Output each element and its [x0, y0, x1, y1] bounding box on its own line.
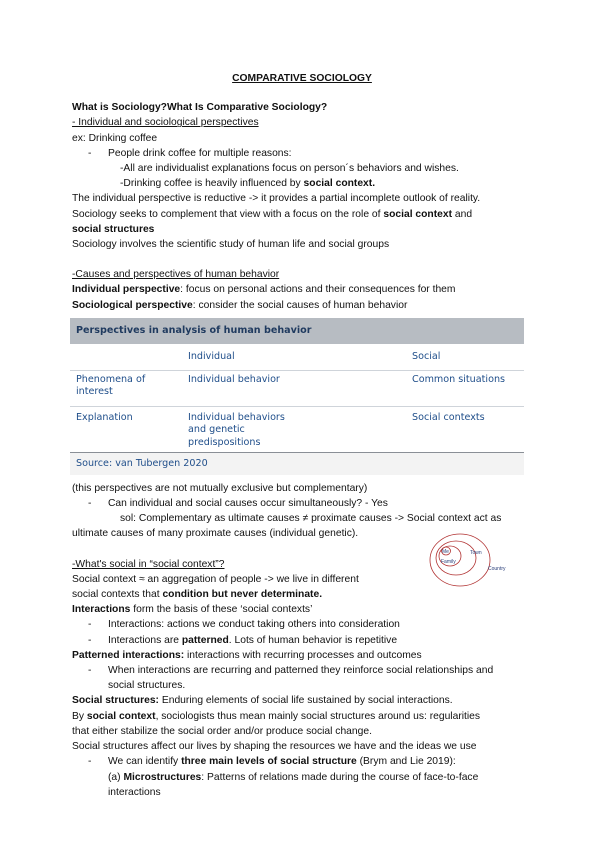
bullet-6: - We can identify three main levels of social structure (Brym and Lie 2019): — [88, 756, 456, 768]
interactions-line: Interactions form the basis of these ‘social contexts’ — [72, 604, 313, 616]
bullet-1: - People drink coffee for multiple reasons: — [88, 147, 292, 159]
paragraph-2: Sociology seeks to complement that view with a focus on the role of social context and — [72, 208, 473, 220]
section-heading: What is Sociology?What Is Comparative Sociology? — [72, 102, 328, 114]
paragraph-2-cont: social structures — [72, 223, 155, 235]
microstructures: (a) Microstructures: Patterns of relations made during the course of face-to-face — [108, 771, 479, 783]
col-social: Social — [412, 350, 441, 362]
paragraph-4: (this perspectives are not mutually exclusive but complementary) — [72, 482, 368, 494]
bullet-4: - Interactions are patterned. Lots of human behavior is repetitive — [88, 634, 398, 646]
document-page — [72, 0, 532, 800]
sociological-perspective: Sociological perspective: consider the social causes of human behavior — [72, 299, 408, 311]
bullet-2: - Can individual and social causes occur simultaneously? - Yes — [88, 498, 388, 510]
paragraph-5: Social structures affect our lives by shaping the resources we have and the ideas we use — [72, 741, 477, 753]
social-context-1: Social context ≈ an aggregation of people -> we live in different — [72, 573, 359, 585]
table-source: Source: van Tubergen 2020 — [70, 452, 524, 475]
town-label: Town — [470, 550, 482, 556]
bullet-1-sub-b: -Drinking coffee is heavily influenced by social context. — [120, 178, 376, 190]
social-context-meaning: By social context, sociologists thus mean mainly social structures around us: regularities — [72, 710, 481, 722]
country-label: Country — [488, 566, 506, 572]
social-structures-def: Social structures: Enduring elements of social life sustained by social interactions. — [72, 695, 453, 707]
social-context-2: social contexts that condition but never determinate. — [72, 589, 323, 601]
section-2-heading: -Causes and perspectives of human behavior — [72, 269, 280, 281]
me-label: Me — [442, 549, 449, 555]
doc-title: COMPARATIVE SOCIOLOGY — [232, 73, 372, 84]
town-circle — [436, 541, 476, 575]
social-circles-diagram — [424, 532, 514, 594]
bullet-1-sub-a: -All are individualist explanations focus on person´s behaviors and wishes. — [120, 163, 459, 175]
section-3-heading: -What's social in “social context”? — [72, 558, 225, 570]
individual-perspective: Individual perspective: focus on personal actions and their consequences for them — [72, 284, 456, 296]
table-row: Phenomena of interest Individual behavior Common situations — [70, 371, 524, 407]
perspectives-table — [70, 318, 524, 475]
paragraph-3: Sociology involves the scientific study of human life and social groups — [72, 239, 390, 251]
bullet-5: - When interactions are recurring and patterned they reinforce social relationships and — [88, 665, 494, 677]
table-header: Perspectives in analysis of human behavior — [70, 318, 524, 344]
bullet-3: - Interactions: actions we conduct taking others into consideration — [88, 619, 400, 631]
bullet-2-solution: sol: Complementary as ultimate causes ≠ proximate causes -> Social context act as — [120, 513, 502, 525]
col-individual: Individual — [188, 350, 235, 362]
paragraph-1: The individual perspective is reductive -> it provides a partial incomplete outlook of reality. — [72, 193, 481, 205]
section-1-heading: - Individual and sociological perspectives — [72, 117, 259, 129]
patterned-interactions: Patterned interactions: interactions with recurring processes and outcomes — [72, 649, 422, 661]
table-row: Explanation Individual behaviors and genetic predispositions Social contexts — [76, 411, 485, 449]
family-label: Family — [441, 559, 456, 565]
bullet-2-solution-cont: ultimate causes of many proximate causes (individual genetic). — [72, 528, 359, 540]
table-column-headers — [70, 344, 524, 371]
microstructures-cont: interactions — [108, 786, 161, 798]
social-context-meaning-cont: that either stabilize the social order and/or produce social change. — [72, 725, 372, 737]
bullet-5-cont: social structures. — [108, 680, 186, 692]
example-line: ex: Drinking coffee — [72, 132, 158, 144]
